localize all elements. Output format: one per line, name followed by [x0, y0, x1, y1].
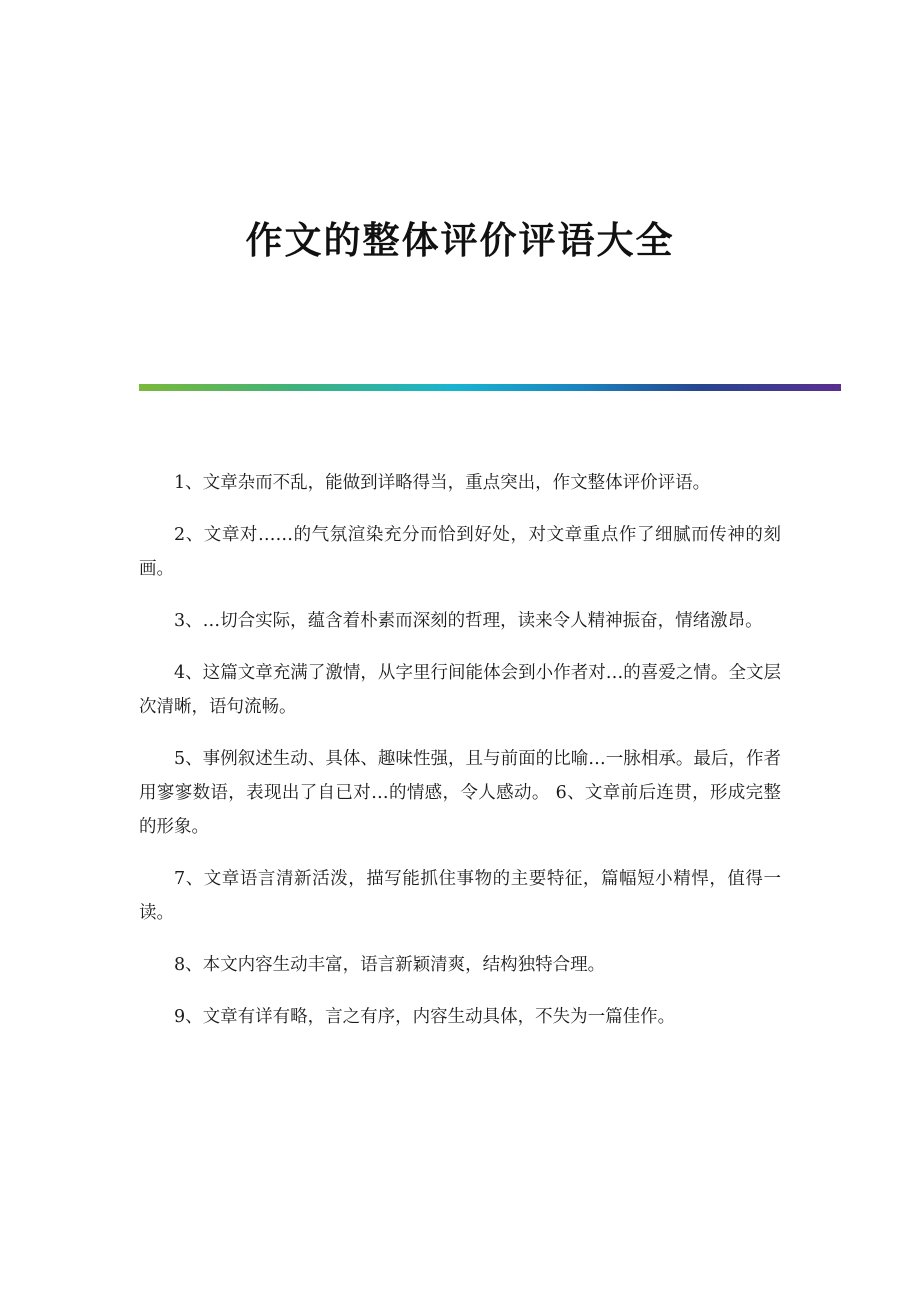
paragraph-2: 2、文章对……的气氛渲染充分而恰到好处，对文章重点作了细腻而传神的刻画。 — [139, 525, 781, 579]
document-title: 作文的整体评价评语大全 — [245, 218, 675, 262]
paragraph-7: 7、文章语言清新活泼，描写能抓住事物的主要特征，篇幅短小精悍，值得一读。 — [139, 869, 781, 923]
paragraph-9: 9、文章有详有略，言之有序，内容生动具体，不失为一篇佳作。 — [174, 1007, 676, 1027]
paragraph-3: 3、…切合实际，蕴含着朴素而深刻的哲理，读来令人精神振奋，情绪激昂。 — [174, 611, 763, 631]
paragraph-5: 5、事例叙述生动、具体、趣味性强，且与前面的比喻…一脉相承。最后，作者用寥寥数语，表现出了自已对…的情感，令人感动。 6、文章前后连贯，形成完整的形象。 — [139, 749, 781, 837]
gradient-divider — [139, 384, 841, 391]
paragraph-4: 4、这篇文章充满了激情，从字里行间能体会到小作者对…的喜爱之情。全文层次清晰，语句流畅。 — [139, 663, 781, 717]
paragraph-8: 8、本文内容生动丰富，语言新颖清爽，结构独特合理。 — [174, 955, 606, 975]
document-body — [139, 466, 781, 1052]
paragraph-1: 1、文章杂而不乱，能做到详略得当，重点突出，作文整体评价评语。 — [174, 473, 711, 493]
